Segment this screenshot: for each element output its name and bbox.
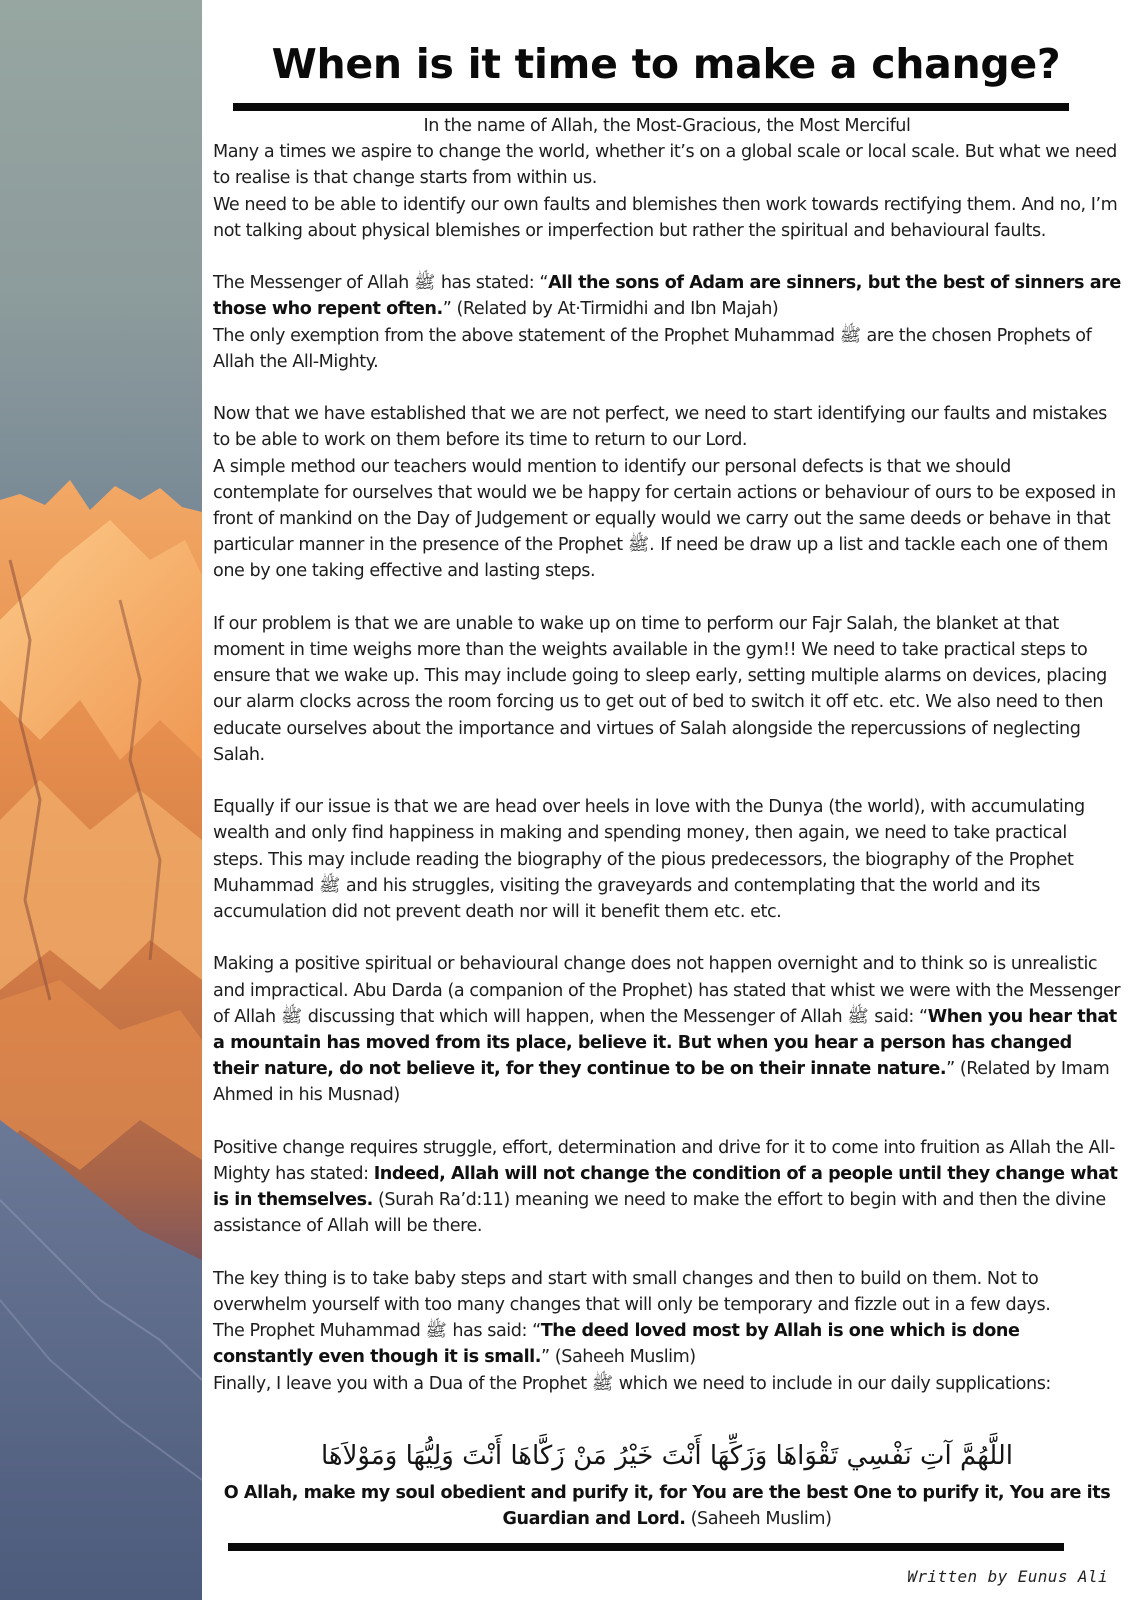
article-body <box>213 113 1121 1397</box>
paragraph-dua-intro: Finally, I leave you with a Dua of the Prophet ﷺ which we need to include in our daily supplications: <box>213 1373 1051 1394</box>
paragraph-method: A simple method our teachers would mention to identify our personal defects is that we should contemplate for ourselves that would we be happy for certain actions or behaviour of ours to be exposed in front of mankind on the Day of Judgement or equally would we carry out the same deeds or behave in that particular manner in the presence of the Prophet ﷺ. If need be draw up a list and tackle each one of them one by one taking effective and lasting steps. <box>213 456 1116 582</box>
dua-translation-source: (Saheeh Muslim) <box>685 1509 832 1530</box>
deed-loved-quote: The deed loved most by Allah is one which is done constantly even though it is small. <box>213 1321 1020 1368</box>
positive-change-source: (Surah Ra’d:11) meaning we need to make the effort to begin with and then the divine assistance of Allah will be there. <box>213 1190 1106 1237</box>
paragraph-exemption: The only exemption from the above statement of the Prophet Muhammad ﷺ are the chosen Prophets of Allah the All-Mighty. <box>213 325 1092 372</box>
dua-arabic-text: اللَّهُمَّ آتِ نَفْسِي تَقْوَاهَا وَزَكِّهَا أَنْتَ خَيْرُ مَنْ زَكَّاهَا أَنْتَ وَلِيُّهَا وَمَوْلاَهَا <box>320 1441 1014 1471</box>
abu-darda-quote: When you hear that a mountain has moved from its place, believe it. But when you hear a person has changed their nature, do not believe it, for they continue to be on their innate nature. <box>213 1006 1117 1080</box>
paragraph-not-perfect: Now that we have established that we are not perfect, we need to start identifying our faults and mistakes to be able to work on them before its time to return to our Lord. <box>213 404 1107 451</box>
mountain-illustration <box>0 0 202 1600</box>
dua-translation-text: O Allah, make my soul obedient and purify it, for You are the best One to purify it, You are its Guardian and Lord. <box>223 1483 1111 1530</box>
quran-quote: Indeed, Allah will not change the condition of a people until they change what is in themselves. <box>213 1164 1118 1211</box>
paragraph-positive-change <box>213 1135 1121 1240</box>
hadith-sinners-quote: All the sons of Adam are sinners, but the best of sinners are those who repent often. <box>213 273 1121 320</box>
paragraph-intro: Many a times we aspire to change the world, whether it’s on a global scale or local scale. But what we need to realise is that change starts from within us. <box>213 142 1117 189</box>
paragraph-deed-loved <box>213 1318 1121 1370</box>
title-divider <box>233 103 1069 111</box>
dua-translation <box>213 1480 1121 1532</box>
mountain-photo <box>0 0 202 1600</box>
author-signature: Written by Eunus Ali <box>907 1567 1108 1586</box>
hadith-sinners-source: ” (Related by At·Tirmidhi and Ibn Majah) <box>442 299 779 320</box>
paragraph-baby-steps: The key thing is to take baby steps and start with small changes and then to build on them. Not to overwhelm yourself with too many changes that will only be temporary and fizzle out in a few days. <box>213 1268 1051 1316</box>
paragraph-hadith-sinners <box>213 270 1121 322</box>
paragraph-abu-darda <box>213 951 1121 1108</box>
paragraph-dunya: Equally if our issue is that we are head over heels in love with the Dunya (the world), with accumulating wealth and only find happiness in making and spending money, then again, we need to take practical steps. This may include reading the biography of the pious predecessors, the biography of the Prophet Muhammad ﷺ and his struggles, visiting the graveyards and contemplating that the world and its accumulation did not prevent death nor will it benefit them etc. etc. <box>213 797 1085 923</box>
deed-loved-intro: The Prophet Muhammad ﷺ has said: “ <box>213 1321 541 1342</box>
paragraph-fajr: If our problem is that we are unable to wake up on time to perform our Fajr Salah, the blanket at that moment in time weighs more than the weights available in the gym!! We need to take practical steps to ensure that we wake up. This may include going to sleep early, setting multiple alarms on devices, placing our alarm clocks across the room forcing us to get out of bed to switch it off etc. etc. We also need to then educate ourselves about the importance and virtues of Salah alongside the repercussions of neglecting Salah. <box>213 613 1107 765</box>
hadith-sinners-intro: The Messenger of Allah ﷺ has stated: “ <box>213 273 549 294</box>
bismillah-line: In the name of Allah, the Most-Gracious, the Most Merciful <box>423 116 911 136</box>
page-title: When is it time to make a change? <box>271 40 1061 88</box>
deed-loved-source: ” (Saheeh Muslim) <box>541 1347 696 1368</box>
abu-darda-intro: Making a positive spiritual or behavioural change does not happen overnight and to think so is unrealistic and impractical. Abu Darda (a companion of the Prophet) has stated that whist we were with the Messenger of Allah ﷺ discussing that which will happen, when the Messenger of Allah ﷺ said: “ <box>213 954 1121 1027</box>
positive-change-intro: Positive change requires struggle, effort, determination and drive for it to come into fruition as Allah the All-Mighty has stated: <box>213 1137 1115 1185</box>
abu-darda-source: ” (Related by Imam Ahmed in his Musnad) <box>213 1059 1110 1106</box>
footer-divider <box>228 1543 1064 1551</box>
paragraph-faults: We need to be able to identify our own faults and blemishes then work towards rectifying them. And no, I’m not talking about physical blemishes or imperfection but rather the spiritual and behavioural faults. <box>213 194 1118 241</box>
